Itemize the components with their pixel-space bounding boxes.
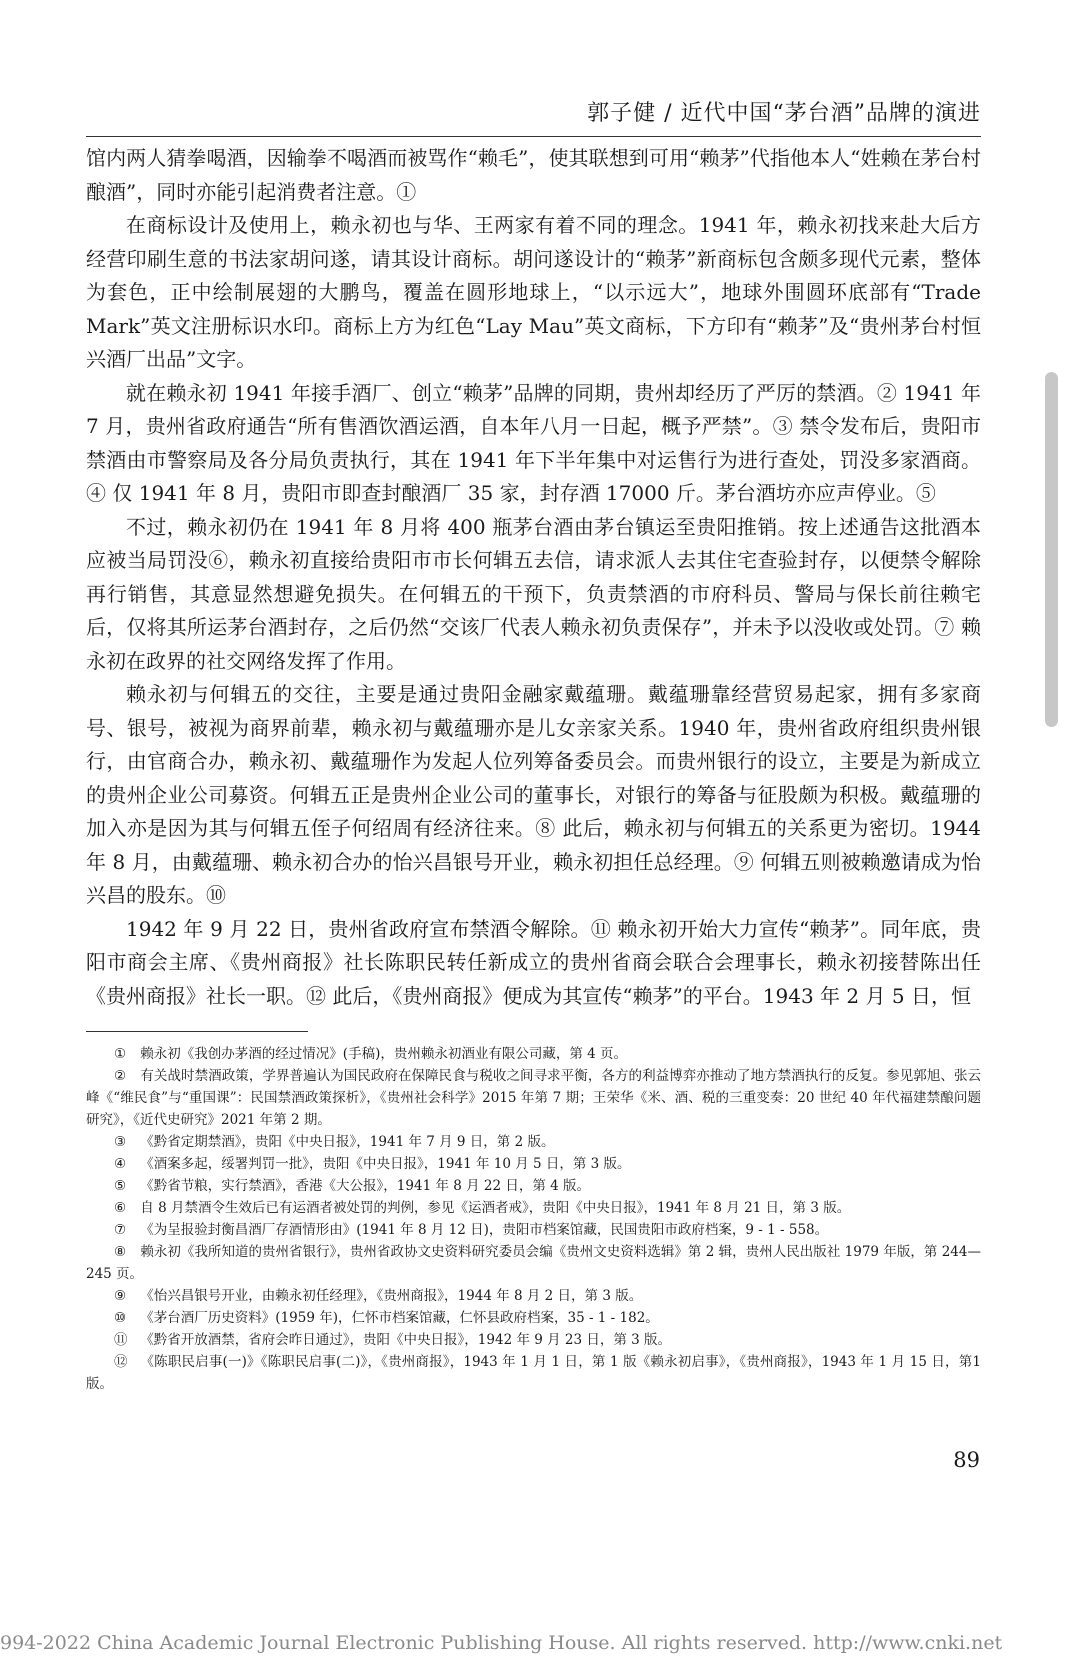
footnote-mark: ⑨ xyxy=(114,1288,127,1304)
running-header: 郭子健 / 近代中国“茅台酒”品牌的演进 xyxy=(587,101,981,126)
footnote-text: 赖永初《我创办茅酒的经过情况》(手稿)，贵州赖永初酒业有限公司藏，第 4 页。 xyxy=(140,1046,628,1062)
footnote-divider xyxy=(86,1031,308,1032)
footnote-text: 《黔省节粮，实行禁酒》，香港《大公报》，1941 年 8 月 22 日，第 4 版。 xyxy=(140,1178,591,1194)
footnote-mark: ⑥ xyxy=(114,1200,127,1216)
body-text xyxy=(86,142,981,1013)
copyright-notice: 994-2022 China Academic Journal Electronic Publishing House. All rights reserved. http://www.cnki.net xyxy=(0,1632,1003,1654)
footnote xyxy=(86,1065,981,1131)
footnotes xyxy=(86,1043,981,1395)
footnote xyxy=(86,1351,981,1395)
footnote-text: 《为呈报验封衡昌酒厂存酒情形由》(1941 年 8 月 12 日)，贵阳市档案馆藏，民国贵阳市政府档案，9 - 1 - 558。 xyxy=(140,1222,829,1238)
footnote xyxy=(86,1307,981,1329)
footnote xyxy=(86,1329,981,1351)
footnote xyxy=(86,1241,981,1285)
footnote xyxy=(86,1153,981,1175)
footnote-text: 《怡兴昌银号开业，由赖永初任经理》，《贵州商报》，1944 年 8 月 2 日，第 3 版。 xyxy=(140,1288,643,1304)
page-number: 89 xyxy=(953,1448,980,1472)
footnote-mark: ④ xyxy=(114,1156,127,1172)
footnote-text: 《黔省定期禁酒》，贵阳《中央日报》，1941 年 7 月 9 日，第 2 版。 xyxy=(140,1134,555,1150)
footnote-text: 《茅台酒厂历史资料》(1959 年)，仁怀市档案馆藏，仁怀县政府档案，35 - 1 - 182。 xyxy=(140,1310,659,1326)
paragraph: 1942 年 9 月 22 日，贵州省政府宣布禁酒令解除。⑪ 赖永初开始大力宣传“赖茅”。同年底，贵阳市商会主席、《贵州商报》社长陈职民转任新成立的贵州省商会联合会理事长，赖永初接替陈出任《贵州商报》社长一职。⑫ 此后，《贵州商报》便成为其宣传“赖茅”的平台。1943 年 2 月 5 日，恒 xyxy=(86,916,981,1008)
footnote-mark: ③ xyxy=(114,1134,127,1150)
paragraph: 在商标设计及使用上，赖永初也与华、王两家有着不同的理念。1941 年，赖永初找来赴大后方经营印刷生意的书法家胡问遂，请其设计商标。胡问遂设计的“赖茅”新商标包含颇多现代元素，整体为套色，正中绘制展翅的大鹏鸟，覆盖在圆形地球上，“以示远大”，地球外围圆环底部有“Trade Mark”英文注册标识水印。商标上方为红色“Lay Mau”英文商标，下方印有“赖茅”及“贵州茅台村恒兴酒厂出品”文字。 xyxy=(86,213,981,371)
footnote-mark: ⑫ xyxy=(114,1354,128,1370)
paragraph: 不过，赖永初仍在 1941 年 8 月将 400 瓶茅台酒由茅台镇运至贵阳推销。按上述通告这批酒本应被当局罚没⑥，赖永初直接给贵阳市市长何辑五去信，请求派人去其住宅查验封存，以便禁令解除再行销售，其意显然想避免损失。在何辑五的干预下，负责禁酒的市府科员、警局与保长前往赖宅后，仅将其所运茅台酒封存，之后仍然“交该厂代表人赖永初负责保存”，并未予以没收或处罚。⑦ 赖永初在政界的社交网络发挥了作用。 xyxy=(86,514,981,673)
footnote xyxy=(86,1043,981,1065)
footnote-mark: ⑩ xyxy=(114,1310,127,1326)
footnote-text: 自 8 月禁酒令生效后已有运酒者被处罚的判例，参见《运酒者戒》，贵阳《中央日报》，1941 年 8 月 21 日，第 3 版。 xyxy=(140,1200,851,1216)
footnote-mark: ① xyxy=(114,1046,127,1062)
footnote-mark: ⑤ xyxy=(114,1178,127,1194)
footnote-mark: ② xyxy=(114,1068,127,1084)
footnote xyxy=(86,1285,981,1307)
footnote-text: 赖永初《我所知道的贵州省银行》，贵州省政协文史资料研究委员会编《贵州文史资料选辑》第 2 辑，贵州人民出版社 1979 年版，第 244—245 页。 xyxy=(86,1244,981,1282)
footnote-mark: ⑦ xyxy=(114,1222,127,1238)
footnote-text: 《酒案多起，绥署判罚一批》，贵阳《中央日报》，1941 年 10 月 5 日，第 3 版。 xyxy=(140,1156,631,1172)
footnote xyxy=(86,1219,981,1241)
paragraph: 就在赖永初 1941 年接手酒厂、创立“赖茅”品牌的同期，贵州却经历了严厉的禁酒。② 1941 年 7 月，贵州省政府通告“所有售酒饮酒运酒，自本年八月一日起，概予严禁”。③ 禁令发布后，贵阳市禁酒由市警察局及各分局负责执行，其在 1941 年下半年集中对运售行为进行查处，罚没多家酒商。④ 仅 1941 年 8 月，贵阳市即查封酿酒厂 35 家，封存酒 17000 斤。茅台酒坊亦应声停业。⑤ xyxy=(86,380,981,505)
paragraph: 馆内两人猜拳喝酒，因输拳不喝酒而被骂作“赖毛”，使其联想到可用“赖茅”代指他本人“姓赖在茅台村酿酒”，同时亦能引起消费者注意。① xyxy=(86,146,981,204)
footnote-mark: ⑧ xyxy=(114,1244,127,1260)
footnote-text: 有关战时禁酒政策，学界普遍认为国民政府在保障民食与税收之间寻求平衡，各方的利益博弈亦推动了地方禁酒执行的反复。参见郭旭、张云峰《“维民食”与“重国课”：民国禁酒政策探析》，《贵州社会科学》2015 年第 7 期；王荣华《米、酒、税的三重变奏：20 世纪 40 年代福建禁酿问题研究》，《近代史研究》2021 年第 2 期。 xyxy=(86,1068,982,1128)
footnote xyxy=(86,1131,981,1153)
footnote-text: 《黔省开放酒禁，省府会昨日通过》，贵阳《中央日报》，1942 年 9 月 23 日，第 3 版。 xyxy=(140,1332,672,1348)
paragraph: 赖永初与何辑五的交往，主要是通过贵阳金融家戴蕴珊。戴蕴珊靠经营贸易起家，拥有多家商号、银号，被视为商界前辈，赖永初与戴蕴珊亦是儿女亲家关系。1940 年，贵州省政府组织贵州银行，由官商合办，赖永初、戴蕴珊作为发起人位列筹备委员会。而贵州银行的设立，主要是为新成立的贵州企业公司募资。何辑五正是贵州企业公司的董事长，对银行的筹备与征股颇为积极。戴蕴珊的加入亦是因为其与何辑五侄子何绍周有经济往来。⑧ 此后，赖永初与何辑五的关系更为密切。1944 年 8 月，由戴蕴珊、赖永初合办的怡兴昌银号开业，赖永初担任总经理。⑨ 何辑五则被赖邀请成为怡兴昌的股东。⑩ xyxy=(86,682,981,907)
footnote-mark: ⑪ xyxy=(114,1332,128,1348)
scrollbar-thumb[interactable] xyxy=(1045,372,1058,727)
footnote xyxy=(86,1197,981,1219)
header-divider xyxy=(86,136,981,137)
footnote xyxy=(86,1175,981,1197)
footnote-text: 《陈职民启事(一)》《陈职民启事(二)》，《贵州商报》，1943 年 1 月 1 日，第 1 版《赖永初启事》，《贵州商报》，1943 年 1 月 15 日，第1 版。 xyxy=(86,1354,981,1392)
